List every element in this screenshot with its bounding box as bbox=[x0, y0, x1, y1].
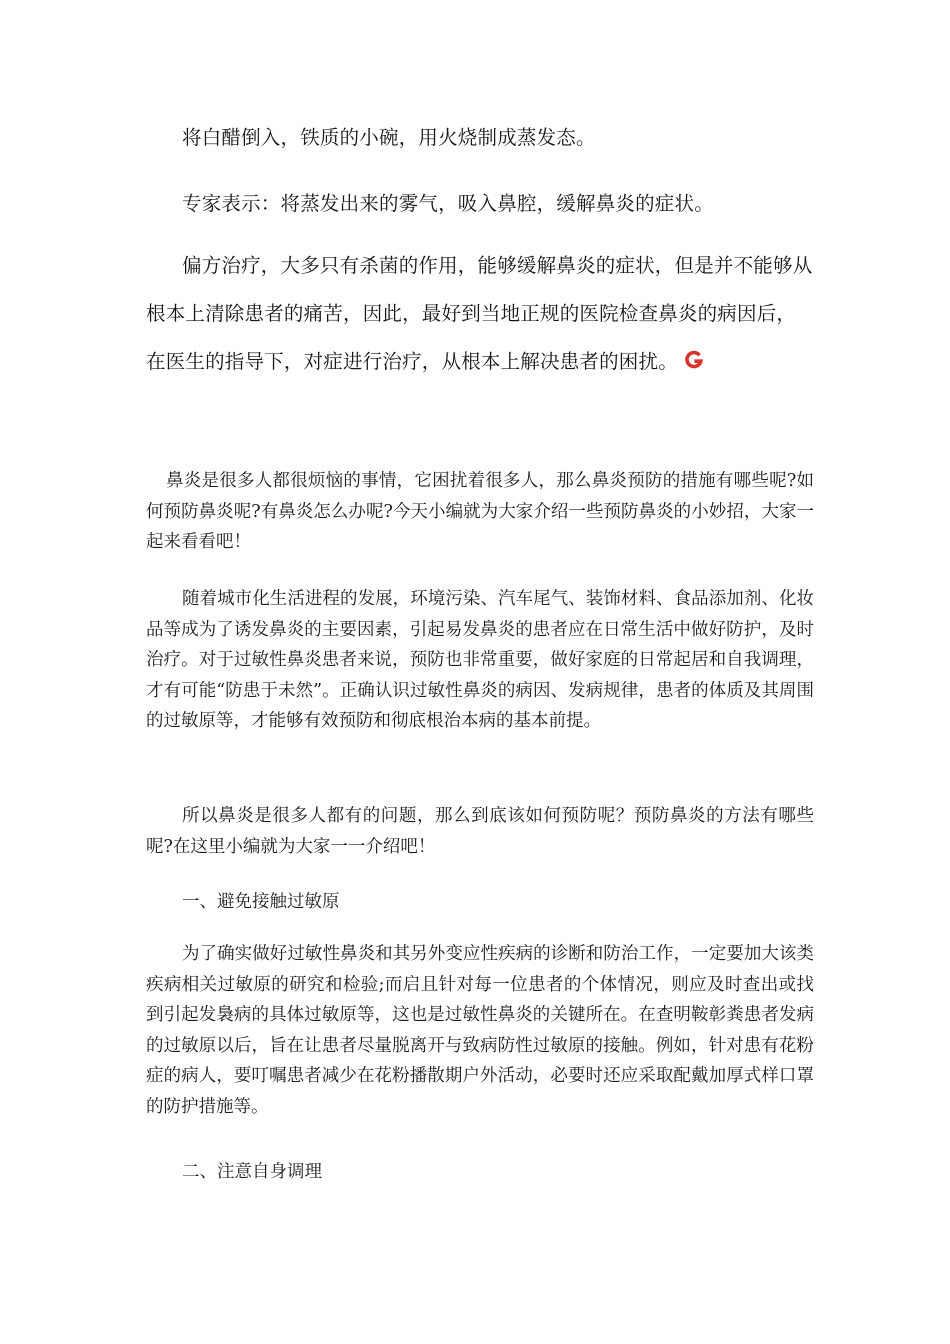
heading-self-care: 二、注意自身调理 bbox=[182, 1162, 322, 1182]
paragraph-intro: 鼻炎是很多人都很烦恼的事情，它困扰着很多人，那么鼻炎预防的措施有哪些呢?如何预防鼻炎呢?有鼻炎怎么办呢?今天小编就为大家介绍一些预防鼻炎的小妙招，大家一起来看看吧！ bbox=[146, 471, 814, 552]
paragraph-expert: 专家表示：将蒸发出来的雾气，吸入鼻腔，缓解鼻炎的症状。 bbox=[182, 192, 714, 215]
heading-avoid-allergen: 一、避免接触过敏原 bbox=[182, 892, 340, 912]
paragraph-allergen: 为了确实做好过敏性鼻炎和其另外变应性疾病的诊断和防治工作，一定要加大该类疾病相关过敏原的研究和检验;而启且针对每一位患者的个体情况，则应及时查出或找到引起发裊病的具体过敏原等，这也是过敏性鼻炎的关键所在。在查明鞍彰粪患者发病的过敏原以后，旨在让患者尽量脱离开与致病防性过敏原的接触。例如，针对患有花粉症的病人，要叮嘱患者减少在花粉播散期户外活动，必要时还应采取配戴加厚式样口罩的防护措施等。 bbox=[146, 944, 814, 1117]
g-logo-icon bbox=[684, 350, 704, 370]
folk-remedy-text: 偏方治疗，大多只有杀菌的作用，能够缓解鼻炎的症状，但是并不能够从根本上清除患者的痛苦，因此，最好到当地正规的医院检查鼻炎的病因后，在医生的指导下，对症进行治疗，从根本上解决患者的困扰。 bbox=[146, 254, 813, 373]
paragraph-vinegar: 将白醋倒入，铁质的小碗，用火烧制成蒸发态。 bbox=[182, 126, 596, 149]
paragraph-folk-remedy bbox=[146, 242, 814, 386]
paragraph-question: 所以鼻炎是很多人都有的问题，那么到底该如何预防呢？预防鼻炎的方法有哪些呢?在这里小编就为大家一一介绍吧！ bbox=[146, 806, 814, 857]
paragraph-urbanization: 随着城市化生活进程的发展，环境污染、汽车尾气、装饰材料、食品添加剂、化妆品等成为了诱发鼻炎的主要因素，引起易发鼻炎的患者应在日常生活中做好防护，及时治疗。对于过敏性鼻炎患者来说，预防也非常重要，做好家庭的日常起居和自我调理，才有可能“防患于未然”。正确认识过敏性鼻炎的病因、发病规律，患者的体质及其周围的过敏原等，才能够有效预防和彻底根治本病的基本前提。 bbox=[146, 589, 814, 731]
